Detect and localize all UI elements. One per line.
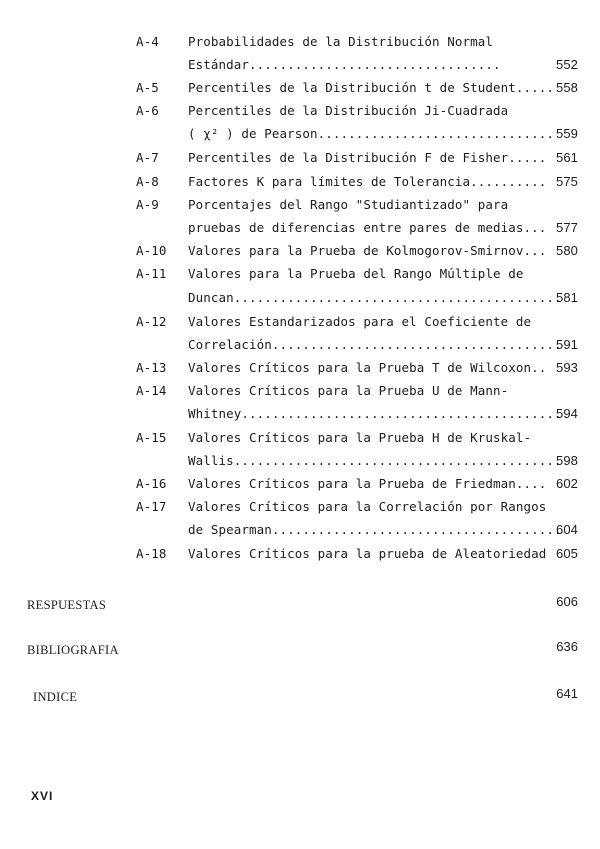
entry-code: A-9 xyxy=(136,197,159,212)
entry-page-number: 594 xyxy=(556,406,578,421)
entry-code: A-13 xyxy=(136,360,167,375)
entry-title-line: Valores Críticos para la Prueba T de Wilcoxon.. xyxy=(188,360,547,375)
section-page-number: 636 xyxy=(556,639,578,654)
entry-code: A-14 xyxy=(136,383,167,398)
entry-code: A-8 xyxy=(136,174,159,189)
entry-title-line: Duncan........................................... xyxy=(188,290,562,305)
entry-title-line: Wallis........................................... xyxy=(188,453,562,468)
entry-page-number: 591 xyxy=(556,337,578,352)
entry-title-line: Valores Estandarizados para el Coeficiente de xyxy=(188,314,532,329)
entry-code: A-6 xyxy=(136,103,159,118)
entry-title-line: Valores Críticos para la prueba de Aleatoriedad xyxy=(188,546,547,561)
entry-title-line: Valores Críticos para la Prueba de Friedman.... xyxy=(188,476,547,491)
entry-title-line: Percentiles de la Distribución t de Student..... xyxy=(188,80,555,95)
entry-code: A-15 xyxy=(136,430,167,445)
entry-code: A-4 xyxy=(136,34,159,49)
entry-code: A-16 xyxy=(136,476,167,491)
entry-title-line: Estándar................................. xyxy=(188,57,501,72)
entry-title-line: Probabilidades de la Distribución Normal xyxy=(188,34,494,49)
entry-page-number: 559 xyxy=(556,126,578,141)
entry-title-line: ( χ² ) de Pearson............................... xyxy=(188,126,555,141)
entry-title-line: de Spearman...................................... xyxy=(188,522,562,537)
section-respuestas: RESPUESTAS xyxy=(27,598,107,612)
entry-page-number: 552 xyxy=(556,57,578,72)
entry-title-line: Factores K para límites de Tolerancia.......... xyxy=(188,174,547,189)
section-page-number: 641 xyxy=(556,686,578,701)
entry-title-line: Porcentajes del Rango "Studiantizado" para xyxy=(188,197,509,212)
entry-page-number: 604 xyxy=(556,522,578,537)
entry-code: A-11 xyxy=(136,266,167,281)
entry-code: A-5 xyxy=(136,80,159,95)
entry-title-line: pruebas de diferencias entre pares de medias... xyxy=(188,220,547,235)
entry-title-line: Valores para la Prueba del Rango Múltiple de xyxy=(188,266,524,281)
section-indice: INDICE xyxy=(33,690,78,704)
section-page-number: 606 xyxy=(556,594,578,609)
entry-code: A-18 xyxy=(136,546,167,561)
entry-page-number: 605 xyxy=(556,546,578,561)
entry-page-number: 575 xyxy=(556,174,578,189)
entry-title-line: Correlación...................................... xyxy=(188,337,562,352)
entry-title-line: Valores Críticos para la Prueba H de Kruskal- xyxy=(188,430,532,445)
entry-page-number: 602 xyxy=(556,476,578,491)
entry-page-number: 577 xyxy=(556,220,578,235)
entry-title-line: Valores Críticos para la Prueba U de Mann- xyxy=(188,383,509,398)
page-folio: XVI xyxy=(31,789,54,803)
entry-page-number: 580 xyxy=(556,243,578,258)
entry-code: A-12 xyxy=(136,314,167,329)
entry-title-line: Percentiles de la Distribución F de Fisher..... xyxy=(188,150,547,165)
entry-code: A-17 xyxy=(136,499,167,514)
entry-title-line: Percentiles de la Distribución Ji-Cuadrada xyxy=(188,103,509,118)
entry-title-line: Valores para la Prueba de Kolmogorov-Smirnov... xyxy=(188,243,547,258)
entry-page-number: 593 xyxy=(556,360,578,375)
entry-code: A-10 xyxy=(136,243,167,258)
section-bibliografia: BIBLIOGRAFIA xyxy=(27,643,119,657)
entry-title-line: Whitney.......................................... xyxy=(188,406,562,421)
entry-page-number: 581 xyxy=(556,290,578,305)
entry-page-number: 598 xyxy=(556,453,578,468)
entry-title-line: Valores Críticos para la Correlación por Rangos xyxy=(188,499,547,514)
entry-code: A-7 xyxy=(136,150,159,165)
entry-page-number: 558 xyxy=(556,80,578,95)
entry-page-number: 561 xyxy=(556,150,578,165)
